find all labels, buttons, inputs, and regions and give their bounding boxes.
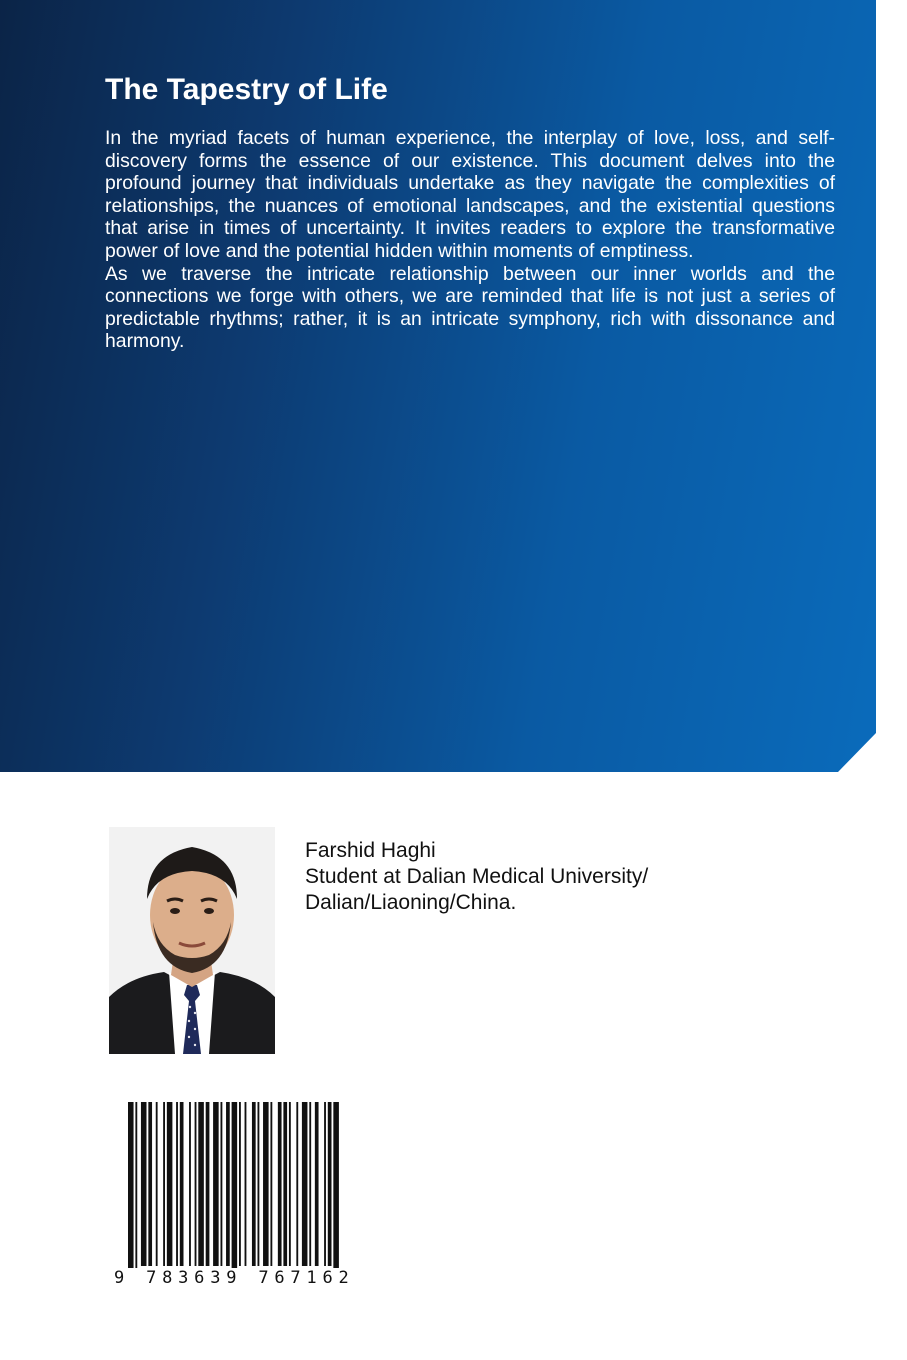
book-title: The Tapestry of Life (105, 73, 388, 106)
barcode-bar (128, 1102, 134, 1280)
barcode-bar (206, 1102, 210, 1266)
author-portrait-image (109, 827, 275, 1054)
barcode-bar (198, 1102, 204, 1266)
book-blurb (105, 127, 835, 353)
author-affiliation: Student at Dalian Medical University/ (305, 865, 649, 888)
barcode-bar (315, 1102, 319, 1266)
author-photo (109, 827, 275, 1054)
barcode-bar (148, 1102, 152, 1266)
barcode-bar (263, 1102, 269, 1266)
barcode-bar (232, 1102, 238, 1280)
barcode-bar (328, 1102, 332, 1266)
barcode-bar (195, 1102, 197, 1266)
barcode-bar (135, 1102, 137, 1280)
barcode-bar (141, 1102, 147, 1266)
barcode-bar (283, 1102, 287, 1266)
barcode-bar (167, 1102, 173, 1266)
barcode-bar (333, 1102, 339, 1280)
barcode-bar (213, 1102, 219, 1266)
barcode-bar (226, 1102, 230, 1266)
barcode-bar (302, 1102, 308, 1266)
isbn-barcode (112, 1100, 432, 1295)
barcode-bar (289, 1102, 291, 1266)
barcode-bar (258, 1102, 260, 1266)
barcode-bar (252, 1102, 256, 1266)
barcode-bar (180, 1102, 184, 1266)
blurb-paragraph-2: As we traverse the intricate relationship between our inner worlds and the connections we forge with others, we are reminded that life is not just a series of predictable rhythms; rather, it is an intricate symphony, rich with dissonance and harmony. (105, 262, 835, 353)
author-name: Farshid Haghi (305, 839, 436, 862)
barcode-bar (189, 1102, 191, 1266)
barcode-bar (156, 1102, 158, 1266)
barcode-bar (296, 1102, 298, 1266)
barcode-bar (245, 1102, 247, 1266)
barcode-bar (309, 1102, 311, 1266)
barcode-bar (324, 1102, 326, 1266)
barcode-bar (239, 1102, 241, 1266)
barcode-bar (176, 1102, 178, 1266)
barcode-bar (270, 1102, 272, 1266)
author-location: Dalian/Liaoning/China. (305, 891, 517, 914)
barcode-bar (163, 1102, 165, 1266)
author-info (305, 838, 648, 916)
barcode-bar (221, 1102, 223, 1266)
barcode-bar (278, 1102, 282, 1266)
blurb-paragraph-1: In the myriad facets of human experience, the interplay of love, loss, and self-discovery forms the essence of our existence. This document delves into the profound journey that individuals undertake as they navigate the complexities of relationships, the nuances of emotional landscapes, and the existential questions that arise in times of uncertainty. It invites readers to explore the transformative power of love and the potential hidden within moments of emptiness. (105, 127, 835, 262)
isbn-digits: 9 783639 767162 (114, 1268, 414, 1288)
